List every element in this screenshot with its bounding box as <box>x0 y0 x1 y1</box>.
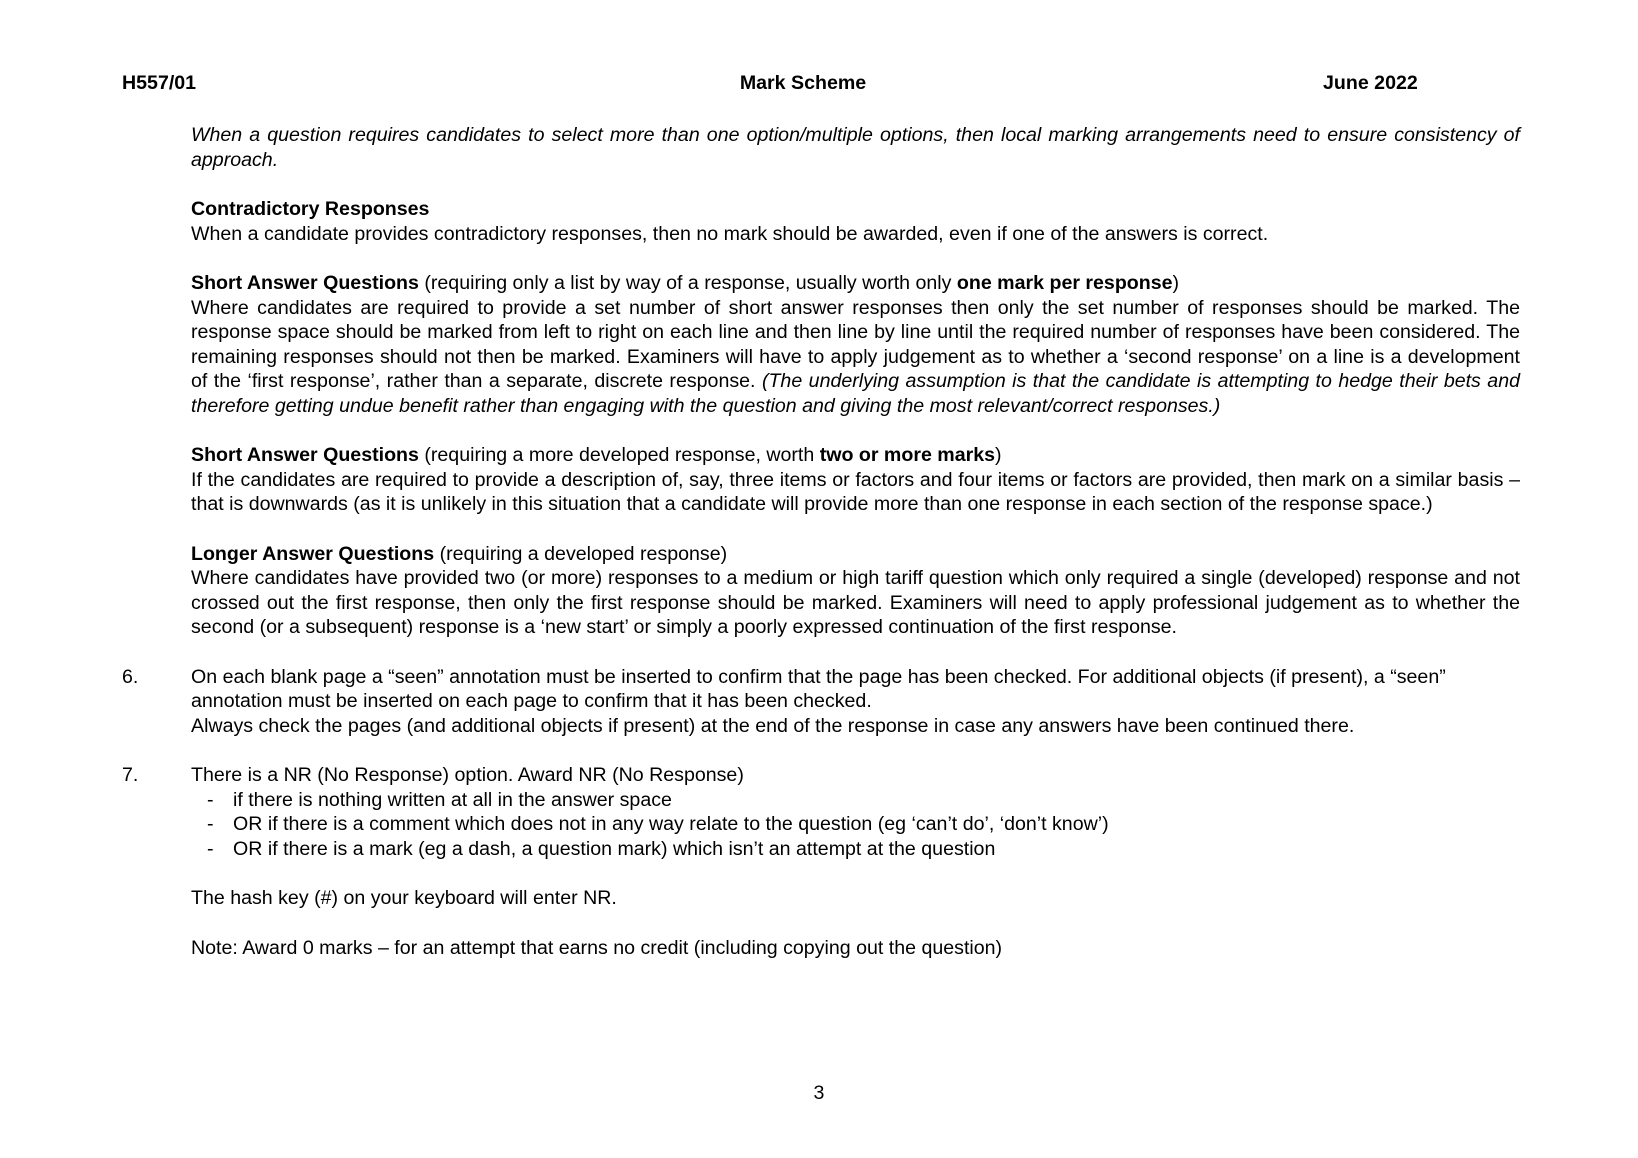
short-answer-2-body: If the candidates are required to provide a description of, say, three items or factors and four items or factors are provided, then mark on a similar basis – that is downwards (as it is unlikely in this situation that a candidate will provide more than one response in each section of the response space.) <box>191 468 1520 515</box>
header-title: Mark Scheme <box>739 72 867 94</box>
intro-paragraph: When a question requires candidates to select more than one option/multiple options, then local marking arrangements need to ensure consistency of approach. <box>191 124 1520 171</box>
contradictory-title: Contradictory Responses <box>191 198 430 220</box>
longer-answer-heading: Longer Answer Questions (requiring a developed response) <box>191 542 728 565</box>
page-number: 3 <box>813 1082 825 1104</box>
item-6-line2: Always check the pages (and additional objects if present) at the end of the response in case any answers have been continued there. <box>191 714 1355 737</box>
longer-answer-body: Where candidates have provided two (or more) responses to a medium or high tariff question which only required a single (developed) response and not crossed out the first response, then only the first response should be marked. Examiners will need to apply professional judgement as to whether the second (or a subsequent) response is a ‘new start’ or simply a poorly expressed continuation of the first response. <box>191 567 1520 638</box>
item-6 <box>122 665 1520 739</box>
contradictory-body: When a candidate provides contradictory responses, then no mark should be awarded, even if one of the answers is correct. <box>191 222 1269 245</box>
short-answer-1-heading: Short Answer Questions (requiring only a list by way of a response, usually worth only one mark per response) <box>191 272 1180 294</box>
main-content <box>122 123 1520 960</box>
list-item: - if there is nothing written at all in the answer space <box>207 788 672 811</box>
header-date: June 2022 <box>1323 72 1418 94</box>
list-item: - OR if there is a comment which does not in any way relate to the question (eg ‘can’t do’, ‘don’t know’) <box>207 813 1109 835</box>
header-code: H557/01 <box>122 72 197 94</box>
item-7 <box>122 763 1520 960</box>
item-6-line1: On each blank page a “seen” annotation must be inserted to confirm that the page has been checked. For additional objects (if present), a “seen” annotation must be inserted on each page to confirm that it has been checked. <box>191 665 1446 712</box>
item-7-lead: There is a NR (No Response) option. Award NR (No Response) <box>191 764 744 786</box>
short-answer-1-body: Where candidates are required to provide a set number of short answer responses then only the set number of responses should be marked. The response space should be marked from left to right on each line and then line by line until the required number of responses have been considered. The remaining responses should not then be marked. Examiners will have to apply judgement as to whether a ‘second response’ on a line is a development of the ‘first response’, rather than a separate, discrete response. (The underlying assumption is that the candidate is attempting to hedge their bets and therefore getting undue benefit rather than engaging with the question and giving the most relevant/correct responses.) <box>191 296 1520 417</box>
item-7-number: 7. <box>122 764 139 786</box>
zero-marks-note: Note: Award 0 marks – for an attempt that earns no credit (including copying out the question) <box>191 936 1003 959</box>
hash-key-note: The hash key (#) on your keyboard will enter NR. <box>191 887 617 909</box>
item-6-number: 6. <box>122 665 139 688</box>
list-item: - OR if there is a mark (eg a dash, a question mark) which isn’t an attempt at the question <box>207 837 996 860</box>
short-answer-2-heading: Short Answer Questions (requiring a more developed response, worth two or more marks) <box>191 444 1002 466</box>
